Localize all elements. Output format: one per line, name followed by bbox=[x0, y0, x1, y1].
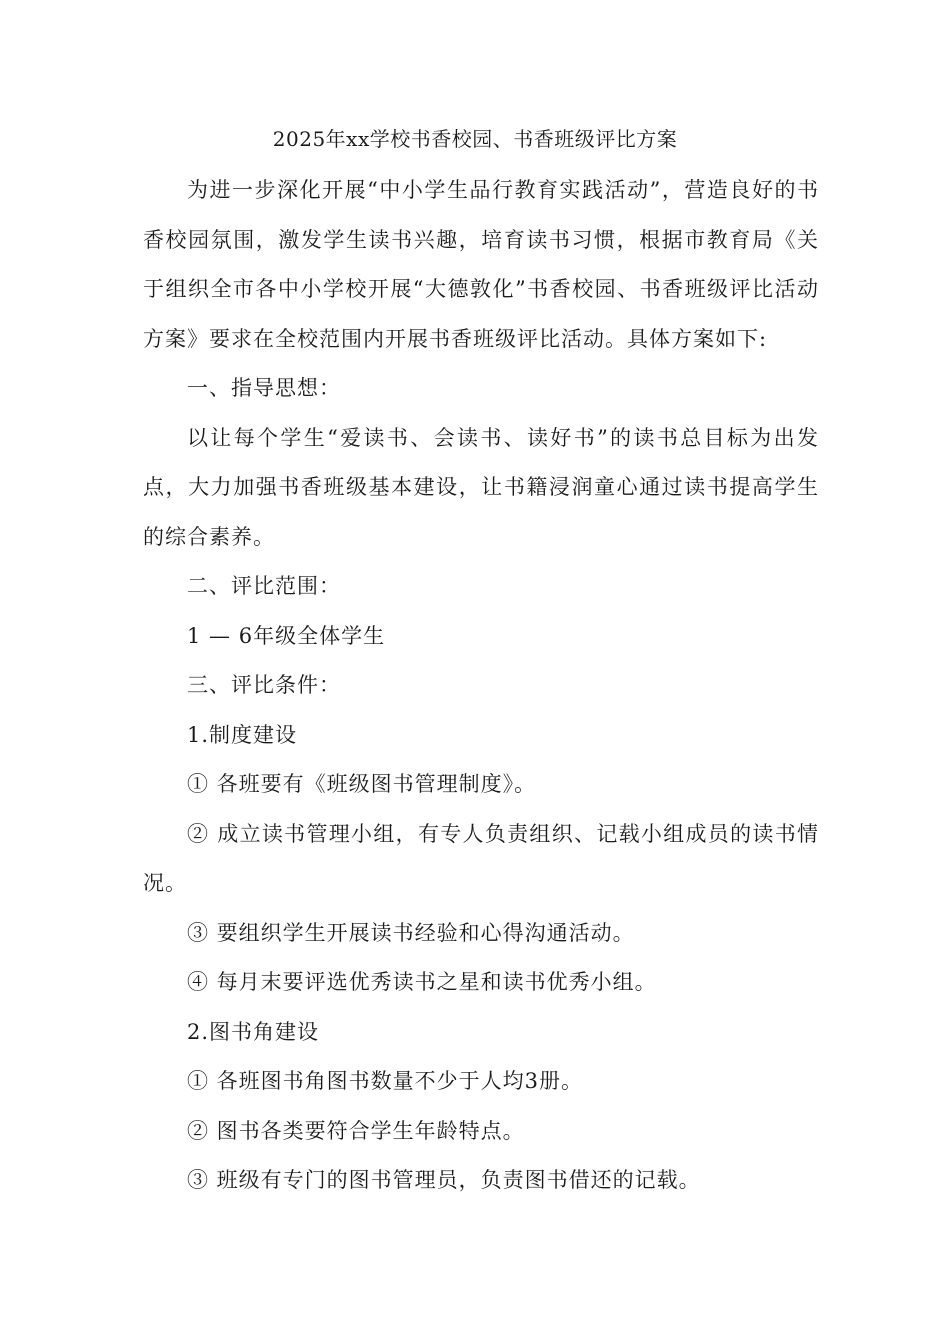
section-heading-conditions: 三、评比条件： bbox=[187, 673, 341, 697]
document-body bbox=[143, 166, 819, 1206]
document-title: 2025年xx学校书香校园、书香班级评比方案 bbox=[272, 127, 678, 151]
section-heading-guiding-idea: 一、指导思想： bbox=[187, 376, 341, 400]
subsection-heading-system: 1.制度建设 bbox=[187, 722, 298, 747]
intro-paragraph: 为进一步深化开展“中小学生品行教育实践活动”，营造良好的书香校园氛围，激发学生读书兴趣，培育读书习惯，根据市教育局《关于组织全市各中小学校开展“大德敦化”书香校园、书香班级评比活动方案》要求在全校范围内开展书香班级评比活动。具体方案如下: bbox=[143, 178, 819, 351]
list-item: ② 成立读书管理小组，有专人负责组织、记载小组成员的读书情况。 bbox=[143, 821, 819, 895]
list-item: ④ 每月末要评选优秀读书之星和读书优秀小组。 bbox=[187, 970, 657, 994]
list-item: ③ 班级有专门的图书管理员，负责图书借还的记载。 bbox=[187, 1168, 701, 1192]
list-item: ① 各班要有《班级图书管理制度》。 bbox=[187, 772, 537, 796]
list-item: ① 各班图书角图书数量不少于人均3册。 bbox=[187, 1069, 584, 1093]
list-item: ② 图书各类要符合学生年龄特点。 bbox=[187, 1118, 525, 1143]
subsection-heading-book-corner: 2.图书角建设 bbox=[187, 1019, 320, 1044]
section-heading-scope: 二、评比范围： bbox=[187, 574, 341, 598]
list-item: ③ 要组织学生开展读书经验和心得沟通活动。 bbox=[187, 920, 635, 945]
scope-paragraph: 1 — 6年级全体学生 bbox=[187, 623, 386, 648]
guiding-idea-paragraph: 以让每个学生“爱读书、会读书、读好书”的读书总目标为出发点，大力加强书香班级基本建设，让书籍浸润童心通过读书提高学生的综合素养。 bbox=[143, 425, 819, 549]
